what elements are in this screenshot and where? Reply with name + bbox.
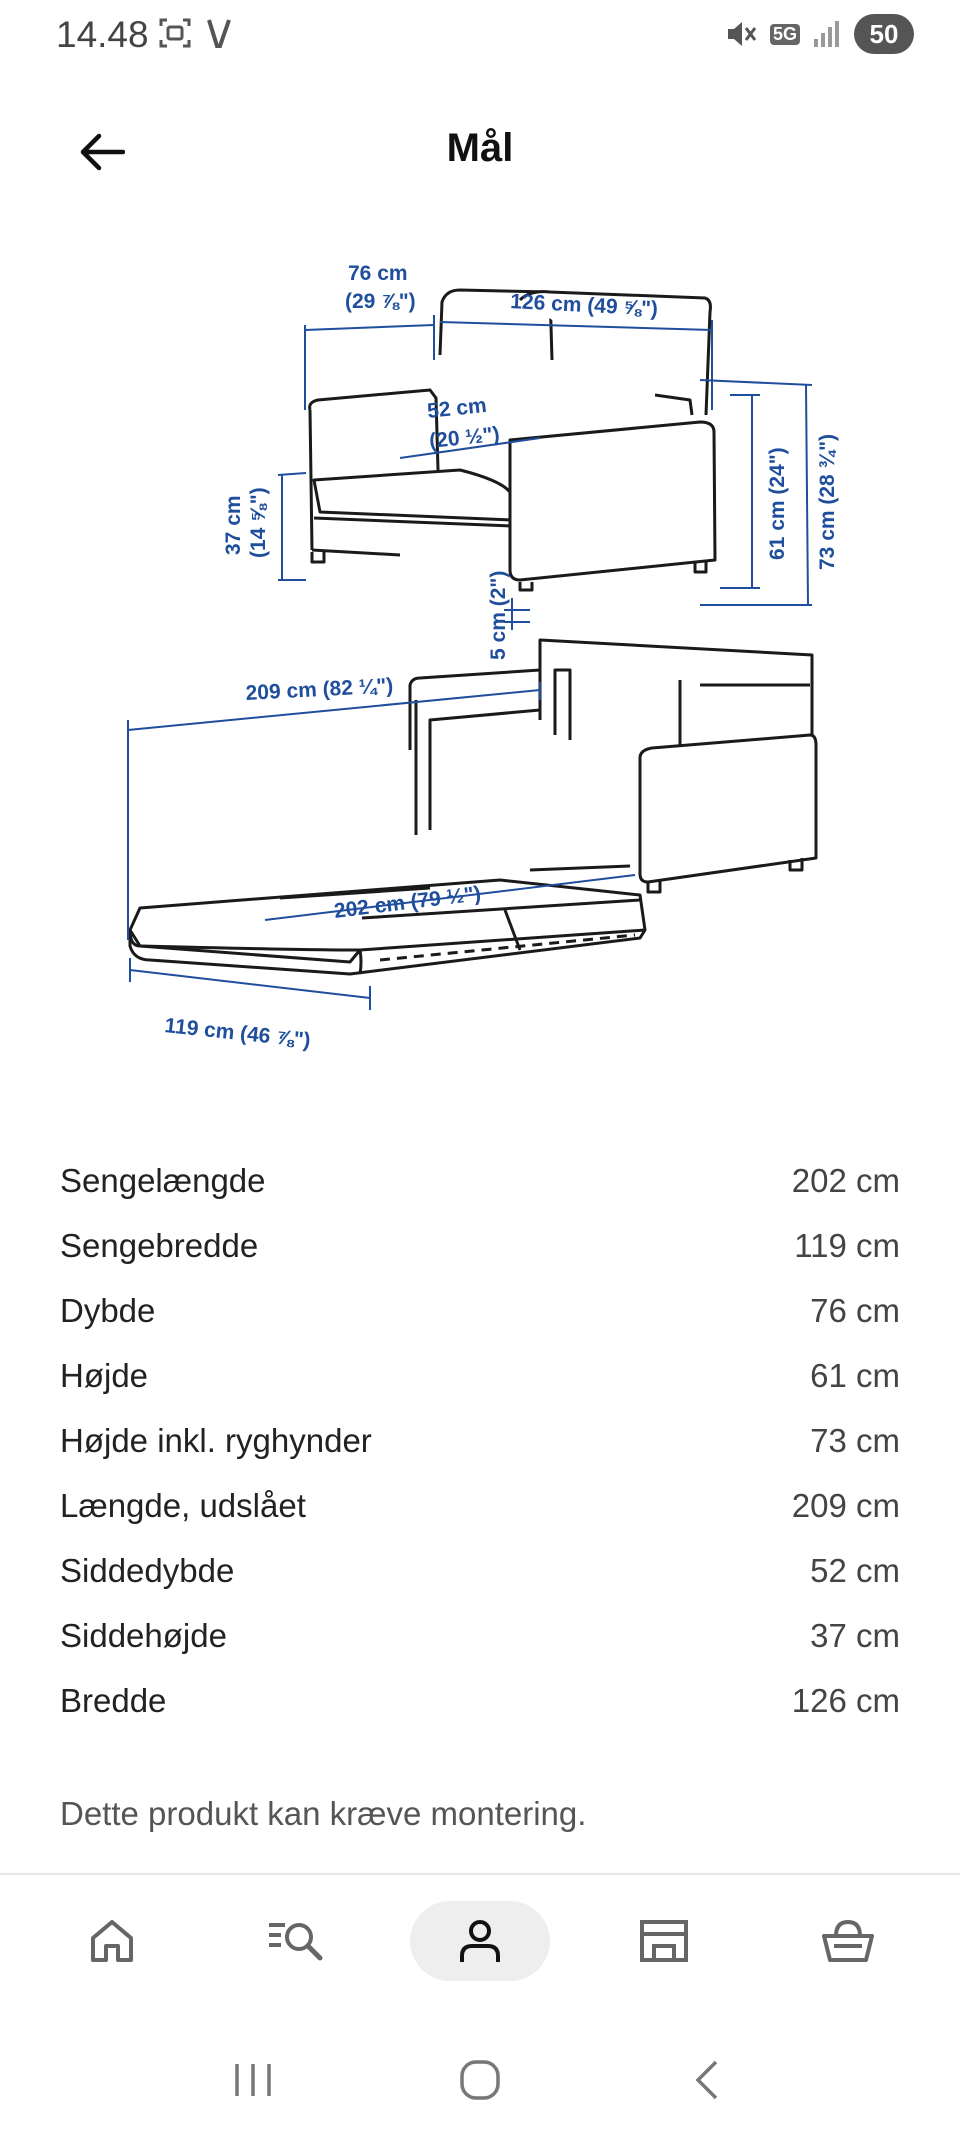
nav-home[interactable]	[42, 1901, 182, 1981]
spec-label: Siddedybde	[60, 1551, 235, 1589]
spec-row	[60, 1343, 900, 1408]
dim-depth-in: (29 ⅞")	[345, 290, 416, 313]
dim-seat-height-cm: 37 cm	[222, 495, 245, 555]
spec-value: 209 cm	[791, 1486, 900, 1524]
dim-height: 61 cm (24")	[766, 447, 789, 560]
spec-row	[60, 1473, 900, 1538]
dim-seat-height-in: (14 ⅝")	[247, 487, 270, 558]
battery-indicator: 50	[854, 14, 914, 54]
spec-value: 37 cm	[810, 1616, 900, 1654]
spec-label: Dybde	[60, 1291, 156, 1329]
status-bar	[0, 0, 960, 70]
spec-row	[60, 1668, 900, 1733]
spec-value: 126 cm	[791, 1681, 900, 1719]
dim-seat-depth-cm: 52 cm	[426, 393, 488, 423]
screenshot-icon	[158, 16, 192, 50]
system-navigation	[0, 2030, 960, 2130]
spec-label: Højde	[60, 1356, 149, 1394]
spec-label: Højde inkl. ryghynder	[60, 1421, 372, 1459]
assembly-note: Dette produkt kan kræve montering.	[60, 1795, 587, 1832]
dim-width: 126 cm (49 ⅝")	[509, 290, 659, 321]
spec-label: Sengebredde	[60, 1226, 259, 1264]
spec-value: 202 cm	[791, 1161, 900, 1199]
recent-apps-button[interactable]	[213, 2050, 293, 2110]
home-circle-icon	[458, 2058, 502, 2102]
spec-value: 73 cm	[810, 1421, 900, 1459]
dim-bed-length: 202 cm (79 ½")	[332, 882, 483, 923]
spec-row	[60, 1538, 900, 1603]
dim-bed-width: 119 cm (46 ⅞")	[163, 1014, 312, 1053]
home-icon	[88, 1918, 136, 1964]
dimension-specs-list	[60, 1148, 900, 1733]
profile-icon	[458, 1918, 502, 1964]
dim-height-back: 73 cm (28 ¾")	[816, 433, 839, 570]
divider	[0, 1873, 960, 1875]
spec-label: Længde, udslået	[60, 1486, 306, 1524]
spec-value: 61 cm	[810, 1356, 900, 1394]
mute-icon	[724, 17, 758, 51]
sofa-dimension-diagram	[100, 230, 860, 1080]
basket-icon	[822, 1918, 874, 1964]
spec-label: Siddehøjde	[60, 1616, 227, 1654]
home-system-button[interactable]	[440, 2050, 520, 2110]
header	[0, 100, 960, 204]
nav-search[interactable]	[226, 1901, 366, 1981]
bottom-navigation	[0, 1876, 960, 2006]
store-icon	[638, 1918, 690, 1964]
status-time: 14.48	[56, 14, 149, 55]
nav-store[interactable]	[594, 1901, 734, 1981]
spec-row	[60, 1408, 900, 1473]
nav-profile[interactable]	[410, 1901, 550, 1981]
recent-apps-icon	[231, 2060, 275, 2100]
spec-row	[60, 1603, 900, 1668]
spec-label: Sengelængde	[60, 1161, 266, 1199]
dim-depth-cm: 76 cm	[348, 262, 408, 285]
chevron-left-icon	[692, 2058, 722, 2102]
nav-basket[interactable]	[778, 1901, 918, 1981]
dim-length-open: 209 cm (82 ¼")	[245, 674, 394, 705]
spec-value: 119 cm	[794, 1226, 900, 1264]
network-badge: 5G	[770, 24, 800, 45]
app-v-icon	[206, 16, 232, 50]
spec-value: 52 cm	[810, 1551, 900, 1589]
spec-row	[60, 1213, 900, 1278]
page-title: Mål	[446, 126, 514, 170]
spec-row	[60, 1148, 900, 1213]
search-list-icon	[267, 1919, 325, 1963]
back-system-button[interactable]	[667, 2050, 747, 2110]
spec-row	[60, 1278, 900, 1343]
signal-icon	[812, 19, 842, 49]
spec-label: Bredde	[60, 1681, 167, 1719]
dim-seat-depth-in: (20 ½")	[428, 422, 501, 453]
dim-leg-height: 5 cm (2")	[487, 570, 510, 660]
spec-value: 76 cm	[810, 1291, 900, 1329]
